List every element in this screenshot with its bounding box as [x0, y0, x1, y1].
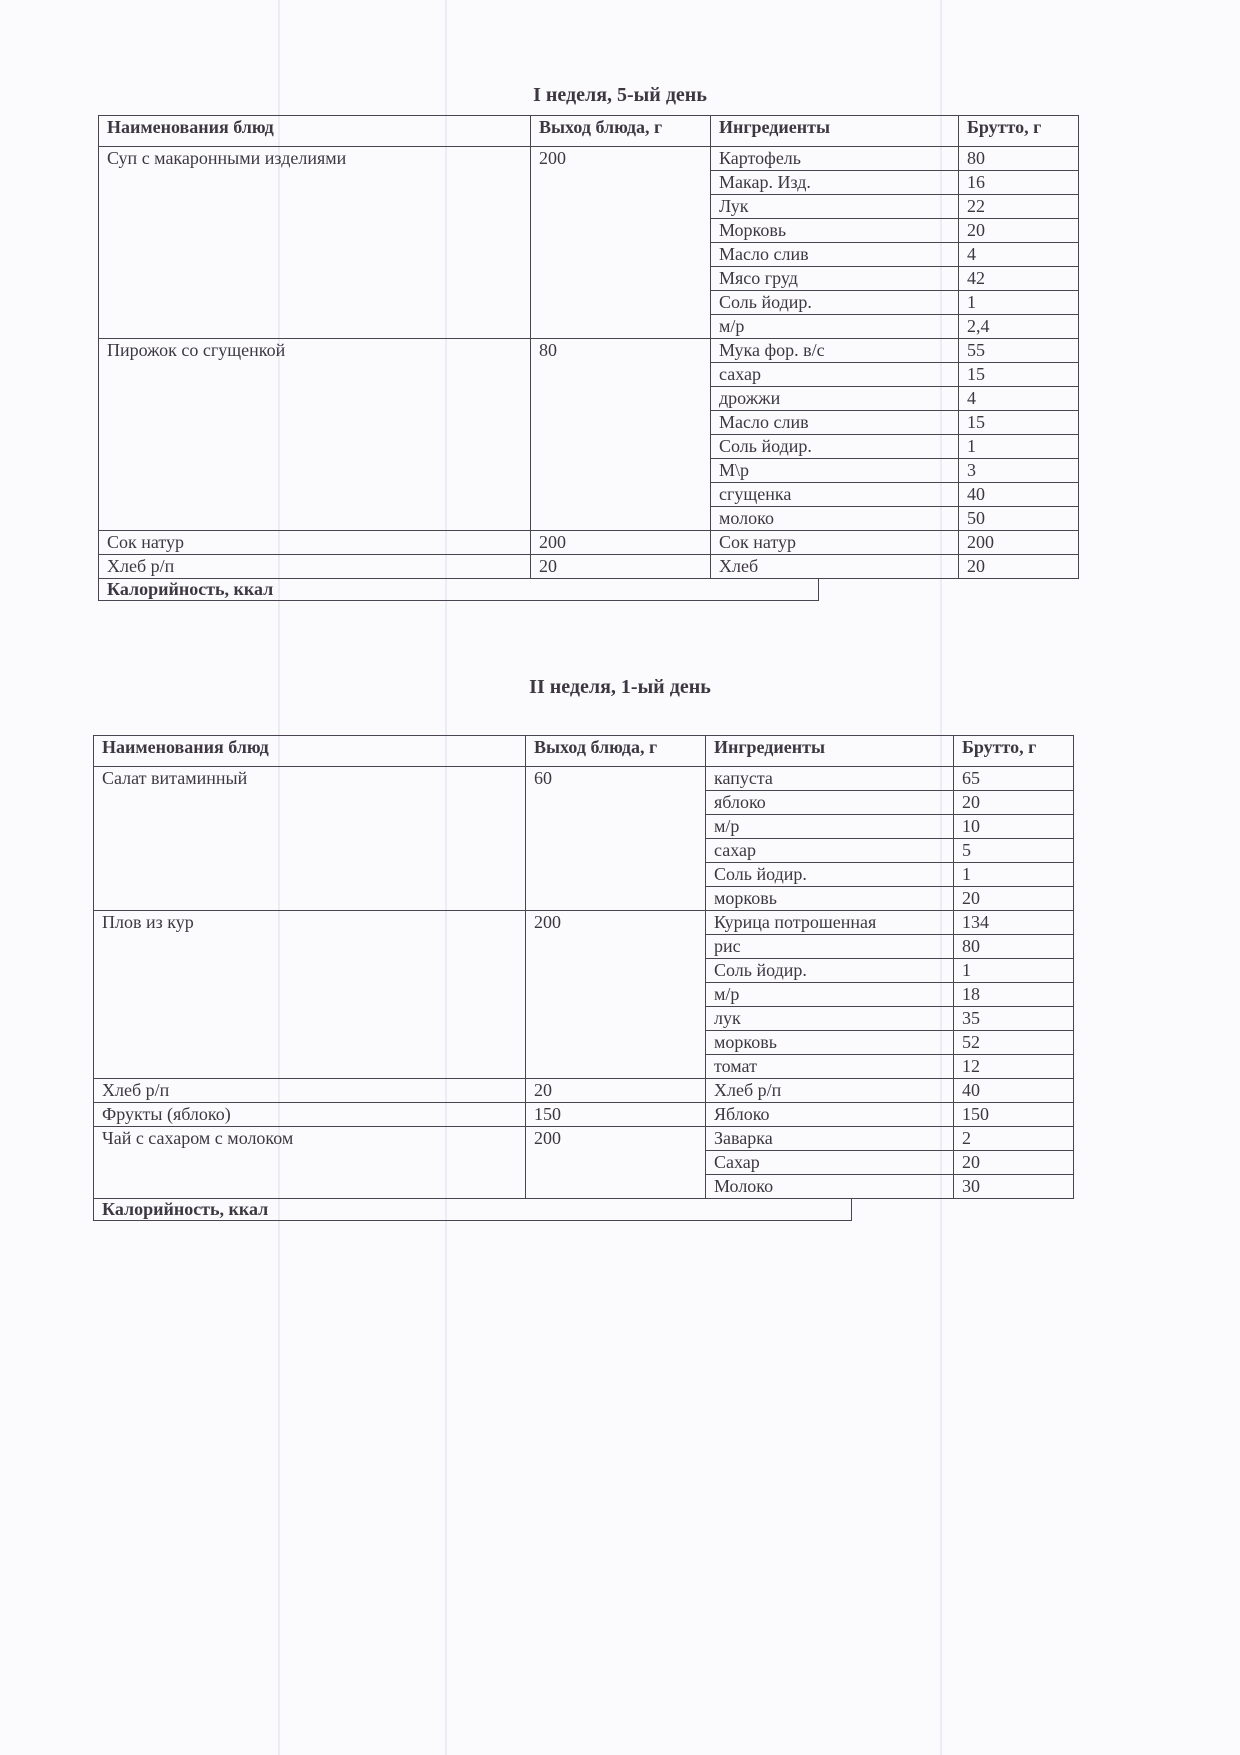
ingredient-brutto: 2,4 — [959, 315, 1079, 339]
ingredient-name: м/р — [706, 815, 954, 839]
column-header-ingredients: Ингредиенты — [706, 736, 954, 767]
ingredient-brutto: 1 — [959, 291, 1079, 315]
dish-name: Чай с сахаром с молоком — [94, 1127, 526, 1199]
dish-yield: 200 — [526, 911, 706, 1079]
ingredient-name: Курица потрошенная — [706, 911, 954, 935]
ingredient-brutto: 80 — [959, 147, 1079, 171]
ingredient-name: сахар — [706, 839, 954, 863]
ingredient-name: Лук — [711, 195, 959, 219]
calorie-row-1: Калорийность, ккал — [98, 578, 819, 601]
ingredient-name: рис — [706, 935, 954, 959]
dish-yield: 200 — [531, 147, 711, 339]
ingredient-name: Масло слив — [711, 411, 959, 435]
ingredient-brutto: 40 — [959, 483, 1079, 507]
ingredient-brutto: 15 — [959, 363, 1079, 387]
ingredient-brutto: 20 — [959, 219, 1079, 243]
table-row — [94, 1079, 1074, 1103]
column-header-name: Наименования блюд — [99, 116, 531, 147]
header-row — [94, 736, 1074, 767]
ingredient-name: Хлеб — [711, 555, 959, 579]
ingredient-brutto: 16 — [959, 171, 1079, 195]
ingredient-name: Сок натур — [711, 531, 959, 555]
dish-name: Плов из кур — [94, 911, 526, 1079]
dish-name: Салат витаминный — [94, 767, 526, 911]
dish-name: Пирожок со сгущенкой — [99, 339, 531, 531]
dish-yield: 200 — [526, 1127, 706, 1199]
dish-yield: 80 — [531, 339, 711, 531]
table-row — [99, 147, 1079, 171]
ingredient-name: Мясо груд — [711, 267, 959, 291]
ingredient-name: морковь — [706, 1031, 954, 1055]
column-header-yield: Выход блюда, г — [531, 116, 711, 147]
column-header-brutto: Брутто, г — [959, 116, 1079, 147]
ingredient-name: Картофель — [711, 147, 959, 171]
ingredient-name: Соль йодир. — [706, 863, 954, 887]
ingredient-brutto: 15 — [959, 411, 1079, 435]
dish-name: Хлеб р/п — [94, 1079, 526, 1103]
ingredient-name: морковь — [706, 887, 954, 911]
dish-yield: 20 — [526, 1079, 706, 1103]
ingredient-name: Сахар — [706, 1151, 954, 1175]
ingredient-name: М\р — [711, 459, 959, 483]
ingredient-brutto: 18 — [954, 983, 1074, 1007]
dish-name: Суп с макаронными изделиями — [99, 147, 531, 339]
table-row — [99, 555, 1079, 579]
dish-yield: 200 — [531, 531, 711, 555]
ingredient-name: Макар. Изд. — [711, 171, 959, 195]
ingredient-name: Морковь — [711, 219, 959, 243]
ingredient-brutto: 52 — [954, 1031, 1074, 1055]
ingredient-brutto: 134 — [954, 911, 1074, 935]
ingredient-brutto: 20 — [954, 887, 1074, 911]
ingredient-brutto: 200 — [959, 531, 1079, 555]
ingredient-brutto: 1 — [954, 959, 1074, 983]
ingredient-name: Молоко — [706, 1175, 954, 1199]
ingredient-name: Соль йодир. — [706, 959, 954, 983]
ingredient-name: капуста — [706, 767, 954, 791]
table-row — [94, 911, 1074, 935]
ingredient-name: сгущенка — [711, 483, 959, 507]
ingredient-brutto: 50 — [959, 507, 1079, 531]
menu-table-2 — [93, 735, 1074, 1199]
ingredient-brutto: 20 — [954, 791, 1074, 815]
ingredient-name: томат — [706, 1055, 954, 1079]
ingredient-name: м/р — [706, 983, 954, 1007]
ingredient-brutto: 65 — [954, 767, 1074, 791]
ingredient-brutto: 10 — [954, 815, 1074, 839]
dish-yield: 20 — [531, 555, 711, 579]
table-row — [99, 339, 1079, 363]
ingredient-name: Яблоко — [706, 1103, 954, 1127]
ingredient-brutto: 30 — [954, 1175, 1074, 1199]
column-header-ingredients: Ингредиенты — [711, 116, 959, 147]
ingredient-brutto: 35 — [954, 1007, 1074, 1031]
ingredient-brutto: 55 — [959, 339, 1079, 363]
ingredient-name: м/р — [711, 315, 959, 339]
ingredient-brutto: 40 — [954, 1079, 1074, 1103]
column-header-brutto: Брутто, г — [954, 736, 1074, 767]
ingredient-brutto: 150 — [954, 1103, 1074, 1127]
calorie-row-2: Калорийность, ккал — [93, 1198, 852, 1221]
ingredient-name: Соль йодир. — [711, 291, 959, 315]
ingredient-brutto: 3 — [959, 459, 1079, 483]
table-row — [94, 1103, 1074, 1127]
ingredient-name: молоко — [711, 507, 959, 531]
header-row — [99, 116, 1079, 147]
menu-table-1 — [98, 115, 1079, 579]
ingredient-name: дрожжи — [711, 387, 959, 411]
ingredient-brutto: 20 — [954, 1151, 1074, 1175]
ingredient-brutto: 12 — [954, 1055, 1074, 1079]
ingredient-brutto: 20 — [959, 555, 1079, 579]
dish-yield: 60 — [526, 767, 706, 911]
ingredient-brutto: 5 — [954, 839, 1074, 863]
column-header-yield: Выход блюда, г — [526, 736, 706, 767]
ingredient-name: сахар — [711, 363, 959, 387]
dish-yield: 150 — [526, 1103, 706, 1127]
ingredient-brutto: 80 — [954, 935, 1074, 959]
ingredient-name: лук — [706, 1007, 954, 1031]
ingredient-brutto: 4 — [959, 387, 1079, 411]
ingredient-name: Хлеб р/п — [706, 1079, 954, 1103]
day-title-1: I неделя, 5-ый день — [533, 84, 707, 106]
table-row — [94, 767, 1074, 791]
ingredient-brutto: 4 — [959, 243, 1079, 267]
ingredient-name: Соль йодир. — [711, 435, 959, 459]
ingredient-brutto: 1 — [954, 863, 1074, 887]
day-title-2: II неделя, 1-ый день — [529, 676, 711, 698]
dish-name: Хлеб р/п — [99, 555, 531, 579]
ingredient-name: яблоко — [706, 791, 954, 815]
table-row — [99, 531, 1079, 555]
ingredient-brutto: 42 — [959, 267, 1079, 291]
dish-name: Сок натур — [99, 531, 531, 555]
ingredient-name: Заварка — [706, 1127, 954, 1151]
dish-name: Фрукты (яблоко) — [94, 1103, 526, 1127]
ingredient-brutto: 1 — [959, 435, 1079, 459]
ingredient-brutto: 22 — [959, 195, 1079, 219]
table-row — [94, 1127, 1074, 1151]
column-header-name: Наименования блюд — [94, 736, 526, 767]
ingredient-brutto: 2 — [954, 1127, 1074, 1151]
ingredient-name: Масло слив — [711, 243, 959, 267]
ingredient-name: Мука фор. в/с — [711, 339, 959, 363]
